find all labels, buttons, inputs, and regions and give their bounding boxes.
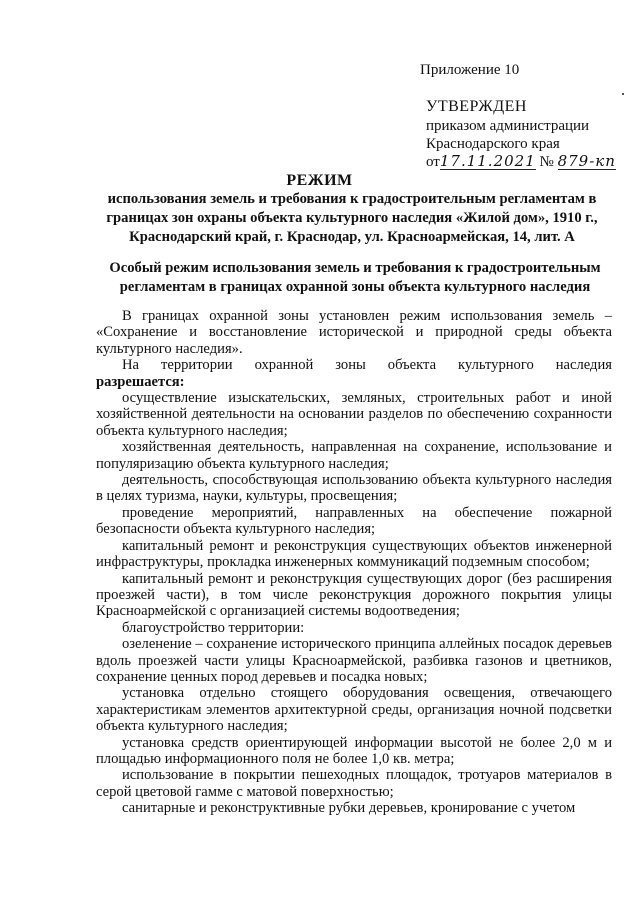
paragraph: На территории охранной зоны объекта культурного наследия xyxy=(122,357,612,374)
handwritten-number: 879-кп xyxy=(557,152,616,170)
paragraph: осуществление изыскательских, земляных, строительных работ и иной хозяйственной деятельности на основании разделов по обеспечению сохранности объекта культурного наследия; xyxy=(96,390,612,439)
appendix-label: Приложение 10 xyxy=(420,62,520,78)
document-body xyxy=(96,308,612,817)
handwritten-date: 17.11.2021 xyxy=(439,152,536,170)
paragraph: капитальный ремонт и реконструкция существующих объектов инженерной инфраструктуры, прокладка инженерных коммуникаций подземным способом; xyxy=(96,537,612,571)
paragraph: благоустройство территории: xyxy=(122,619,305,636)
paragraph: деятельность, способствующая использованию объекта культурного наследия в целях туризма, науки, культуры, просвещения; xyxy=(96,472,612,505)
date-prefix: от xyxy=(426,154,440,170)
paragraph: санитарные и реконструктивные рубки деревьев, кронирование с учетом xyxy=(122,800,576,817)
scan-dot xyxy=(622,93,624,95)
paragraph: капитальный ремонт и реконструкция существующих дорог (без расширения проезжей части), в том числе реконструкция дорожного покрытия улицы Красноармейской с организацией системы водоотведения; xyxy=(96,570,612,620)
order-date-line xyxy=(426,153,616,171)
document-title: РЕЖИМ xyxy=(286,172,353,189)
paragraph: В границах охранной зоны установлен режим использования земель – «Сохранение и восстановление исторической и природной среды объекта культурного наследия». xyxy=(96,308,612,357)
document-subtitle: использования земель и требования к градостроительным регламентам в границах зон охраны объекта культурного наследия «Жилой дом», 1910 г., Краснодарский край, г. Краснодар, ул. Красноармейская, 14, лит. А xyxy=(106,191,598,245)
section-title: Особый режим использования земель и требования к градостроительным регламентам в границах охранной зоны объекта культурного наследия xyxy=(109,260,601,295)
allowed-label: разрешается: xyxy=(96,373,185,390)
paragraph: установка отдельно стоящего оборудования освещения, отвечающего характеристикам элементов архитектурной среды, организация ночной подсветки объекта культурного наследия; xyxy=(96,685,612,735)
paragraph: использование в покрытии пешеходных площадок, тротуаров материалов в серой цветовой гамме с матовой поверхностью; xyxy=(96,767,612,800)
paragraph: озеленение – сохранение исторического принципа аллейных посадок деревьев вдоль проезжей части улицы Красноармейской, разбивка газонов и цветников, сохранение ценных пород деревьев и посадка новых; xyxy=(96,636,612,685)
order-line-1: приказом администрации xyxy=(426,118,590,134)
paragraph: хозяйственная деятельность, направленная на сохранение, использование и популяризацию объекта культурного наследия; xyxy=(96,439,612,472)
order-line-2: Краснодарского края xyxy=(426,136,560,152)
paragraph: проведение мероприятий, направленных на обеспечение пожарной безопасности объекта культурного наследия; xyxy=(96,504,612,538)
paragraph: установка средств ориентирующей информации высотой не более 2,0 м и площадью информационного поля не более 1,0 кв. метра; xyxy=(96,734,612,767)
approved-label: УТВЕРЖДЕН xyxy=(426,98,527,115)
approval-block xyxy=(426,98,616,171)
number-prefix: № xyxy=(539,154,554,170)
